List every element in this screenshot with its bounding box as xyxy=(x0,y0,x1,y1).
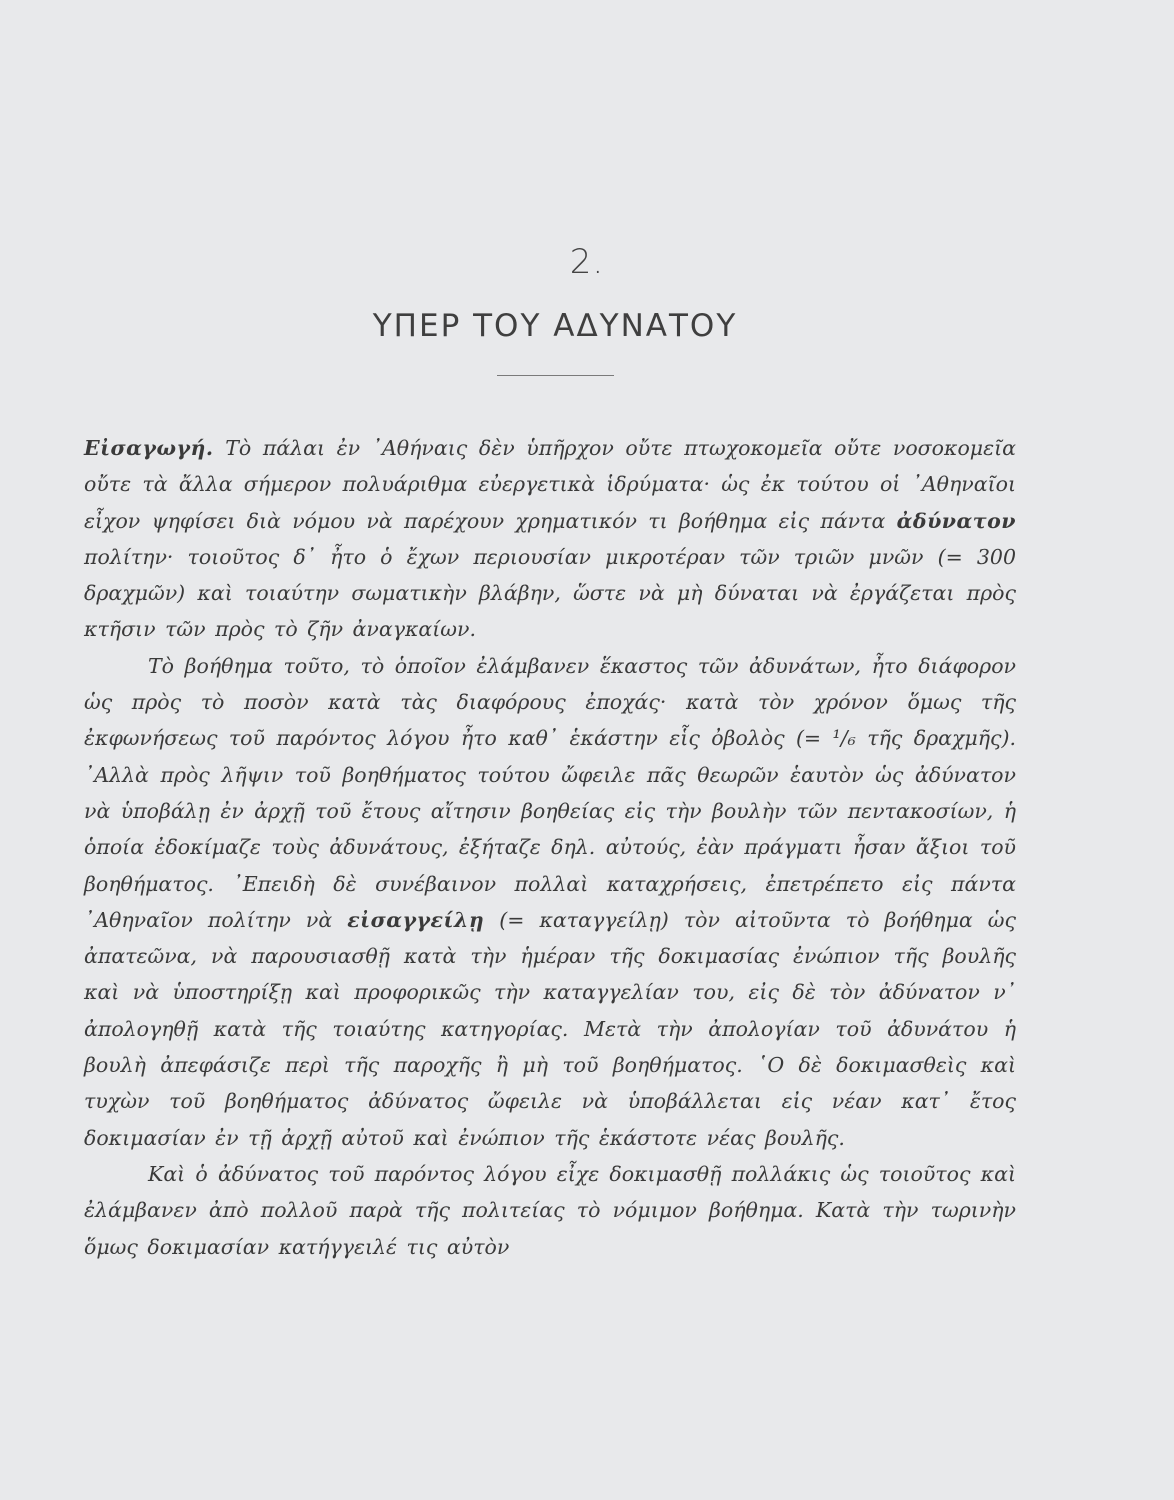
body-text xyxy=(84,430,1016,1265)
paragraph-case xyxy=(84,1156,1016,1265)
paragraph-text: πολίτην· τοιοῦτος δ᾿ ἦτο ὁ ἔχων περιουσίαν μικροτέραν τῶν τριῶν μνῶν (= 300 δραχμῶν) καὶ τοιαύτην σωματικὴν βλάβην, ὥστε νὰ μὴ δύναται νὰ ἐργάζεται πρὸς κτῆσιν τῶν πρὸς τὸ ζῆν ἀναγκαίων. xyxy=(84,544,1016,642)
paragraph-text: Καὶ ὁ ἀδύνατος τοῦ παρόντος λόγου εἶχε δοκιμασθῇ πολλάκις ὡς τοιοῦτος καὶ ἐλάμβανεν ἀπὸ πολλοῦ παρὰ τῆς πολιτείας τὸ νόμιμον βοήθημα. Κατὰ τὴν τωρινὴν ὅμως δοκιμασίαν κατήγγειλέ τις αὐτὸν xyxy=(84,1161,1016,1259)
paragraph-text: Τὸ βοήθημα τοῦτο, τὸ ὁποῖον ἐλάμβανεν ἕκαστος τῶν ἀδυνάτων, ἦτο διάφορον ὡς πρὸς τὸ ποσὸν κατὰ τὰς διαφόρους ἐποχάς· κατὰ τὸν χρόνον ὅμως τῆς ἐκφωνήσεως τοῦ παρόντος λόγου ἦτο καθ᾿ ἑκάστην εἷς ὀβολὸς (= ¹/₆ τῆς δραχμῆς). ᾿Αλλὰ πρὸς λῆψιν τοῦ βοηθήματος τούτου ὤφειλε πᾶς θεωρῶν ἑαυτὸν ὡς ἀδύνατον νὰ ὑποβάλῃ ἐν ἀρχῇ τοῦ ἔτους αἴτησιν βοηθείας εἰς τὴν βουλὴν τῶν πεντακοσίων, ἡ ὁποία ἐδοκίμαζε τοὺς ἀδυνάτους, ἐξήταζε δηλ. αὐτούς, ἐὰν πράγματι ἦσαν ἄξιοι τοῦ βοηθήματος. ᾿Επειδὴ δὲ συνέβαινον πολλαὶ καταχρήσεις, ἐπετρέπετο εἰς πάντα ᾿Αθηναῖον πολίτην νὰ xyxy=(84,653,1016,932)
keyword-adynaton: ἀδύνατον xyxy=(896,508,1016,533)
keyword-eisangeile: εἰσαγγείλῃ xyxy=(347,907,485,932)
paragraph-introduction xyxy=(84,430,1016,648)
paragraph-text: Τὸ πάλαι ἐν ᾿Αθήναις δὲν ὑπῆρχον οὔτε πτωχοκομεῖα οὔτε νοσοκομεῖα οὔτε τὰ ἄλλα σήμερον πολυάριθμα εὐεργετικὰ ἱδρύματα· ὡς ἐκ τούτου οἱ ᾿Αθηναῖοι εἶχον ψηφίσει διὰ νόμου νὰ παρέχουν χρηματικόν τι βοήθημα εἰς πάντα xyxy=(84,436,1016,533)
paragraph-text: (= καταγγείλῃ) τὸν αἰτοῦντα τὸ βοήθημα ὡς ἀπατεῶνα, νὰ παρουσιασθῇ κατὰ τὴν ἡμέραν τῆς δοκιμασίας ἐνώπιον τῆς βουλῆς καὶ νὰ ὑποστηρίξῃ καὶ προφορικῶς τὴν καταγγελίαν του, εἰς δὲ τὸν ἀδύνατον ν᾿ ἀπολογηθῇ κατὰ τῆς τοιαύτης κατηγορίας. Μετὰ τὴν ἀπολογίαν τοῦ ἀδυνάτου ἡ βουλὴ ἀπεφάσιζε περὶ τῆς παροχῆς ἢ μὴ τοῦ βοηθήματος. ῾Ο δὲ δοκιμασθεὶς καὶ τυχὼν τοῦ βοηθήματος ἀδύνατος ὤφειλε νὰ ὑποβάλλεται εἰς νέαν κατ᾿ ἔτος δοκιμασίαν ἐν τῇ ἀρχῇ αὐτοῦ καὶ ἐνώπιον τῆς ἑκάστοτε νέας βουλῆς. xyxy=(84,907,1016,1150)
chapter-title: ΥΠΕΡ ΤΟΥ ΑΔΥΝΑΤΟΥ xyxy=(372,308,738,344)
introduction-heading: Εἰσαγωγή. xyxy=(84,436,214,460)
paragraph-benefit xyxy=(84,648,1016,1156)
chapter-number: 2. xyxy=(569,242,605,282)
title-divider xyxy=(497,375,614,376)
